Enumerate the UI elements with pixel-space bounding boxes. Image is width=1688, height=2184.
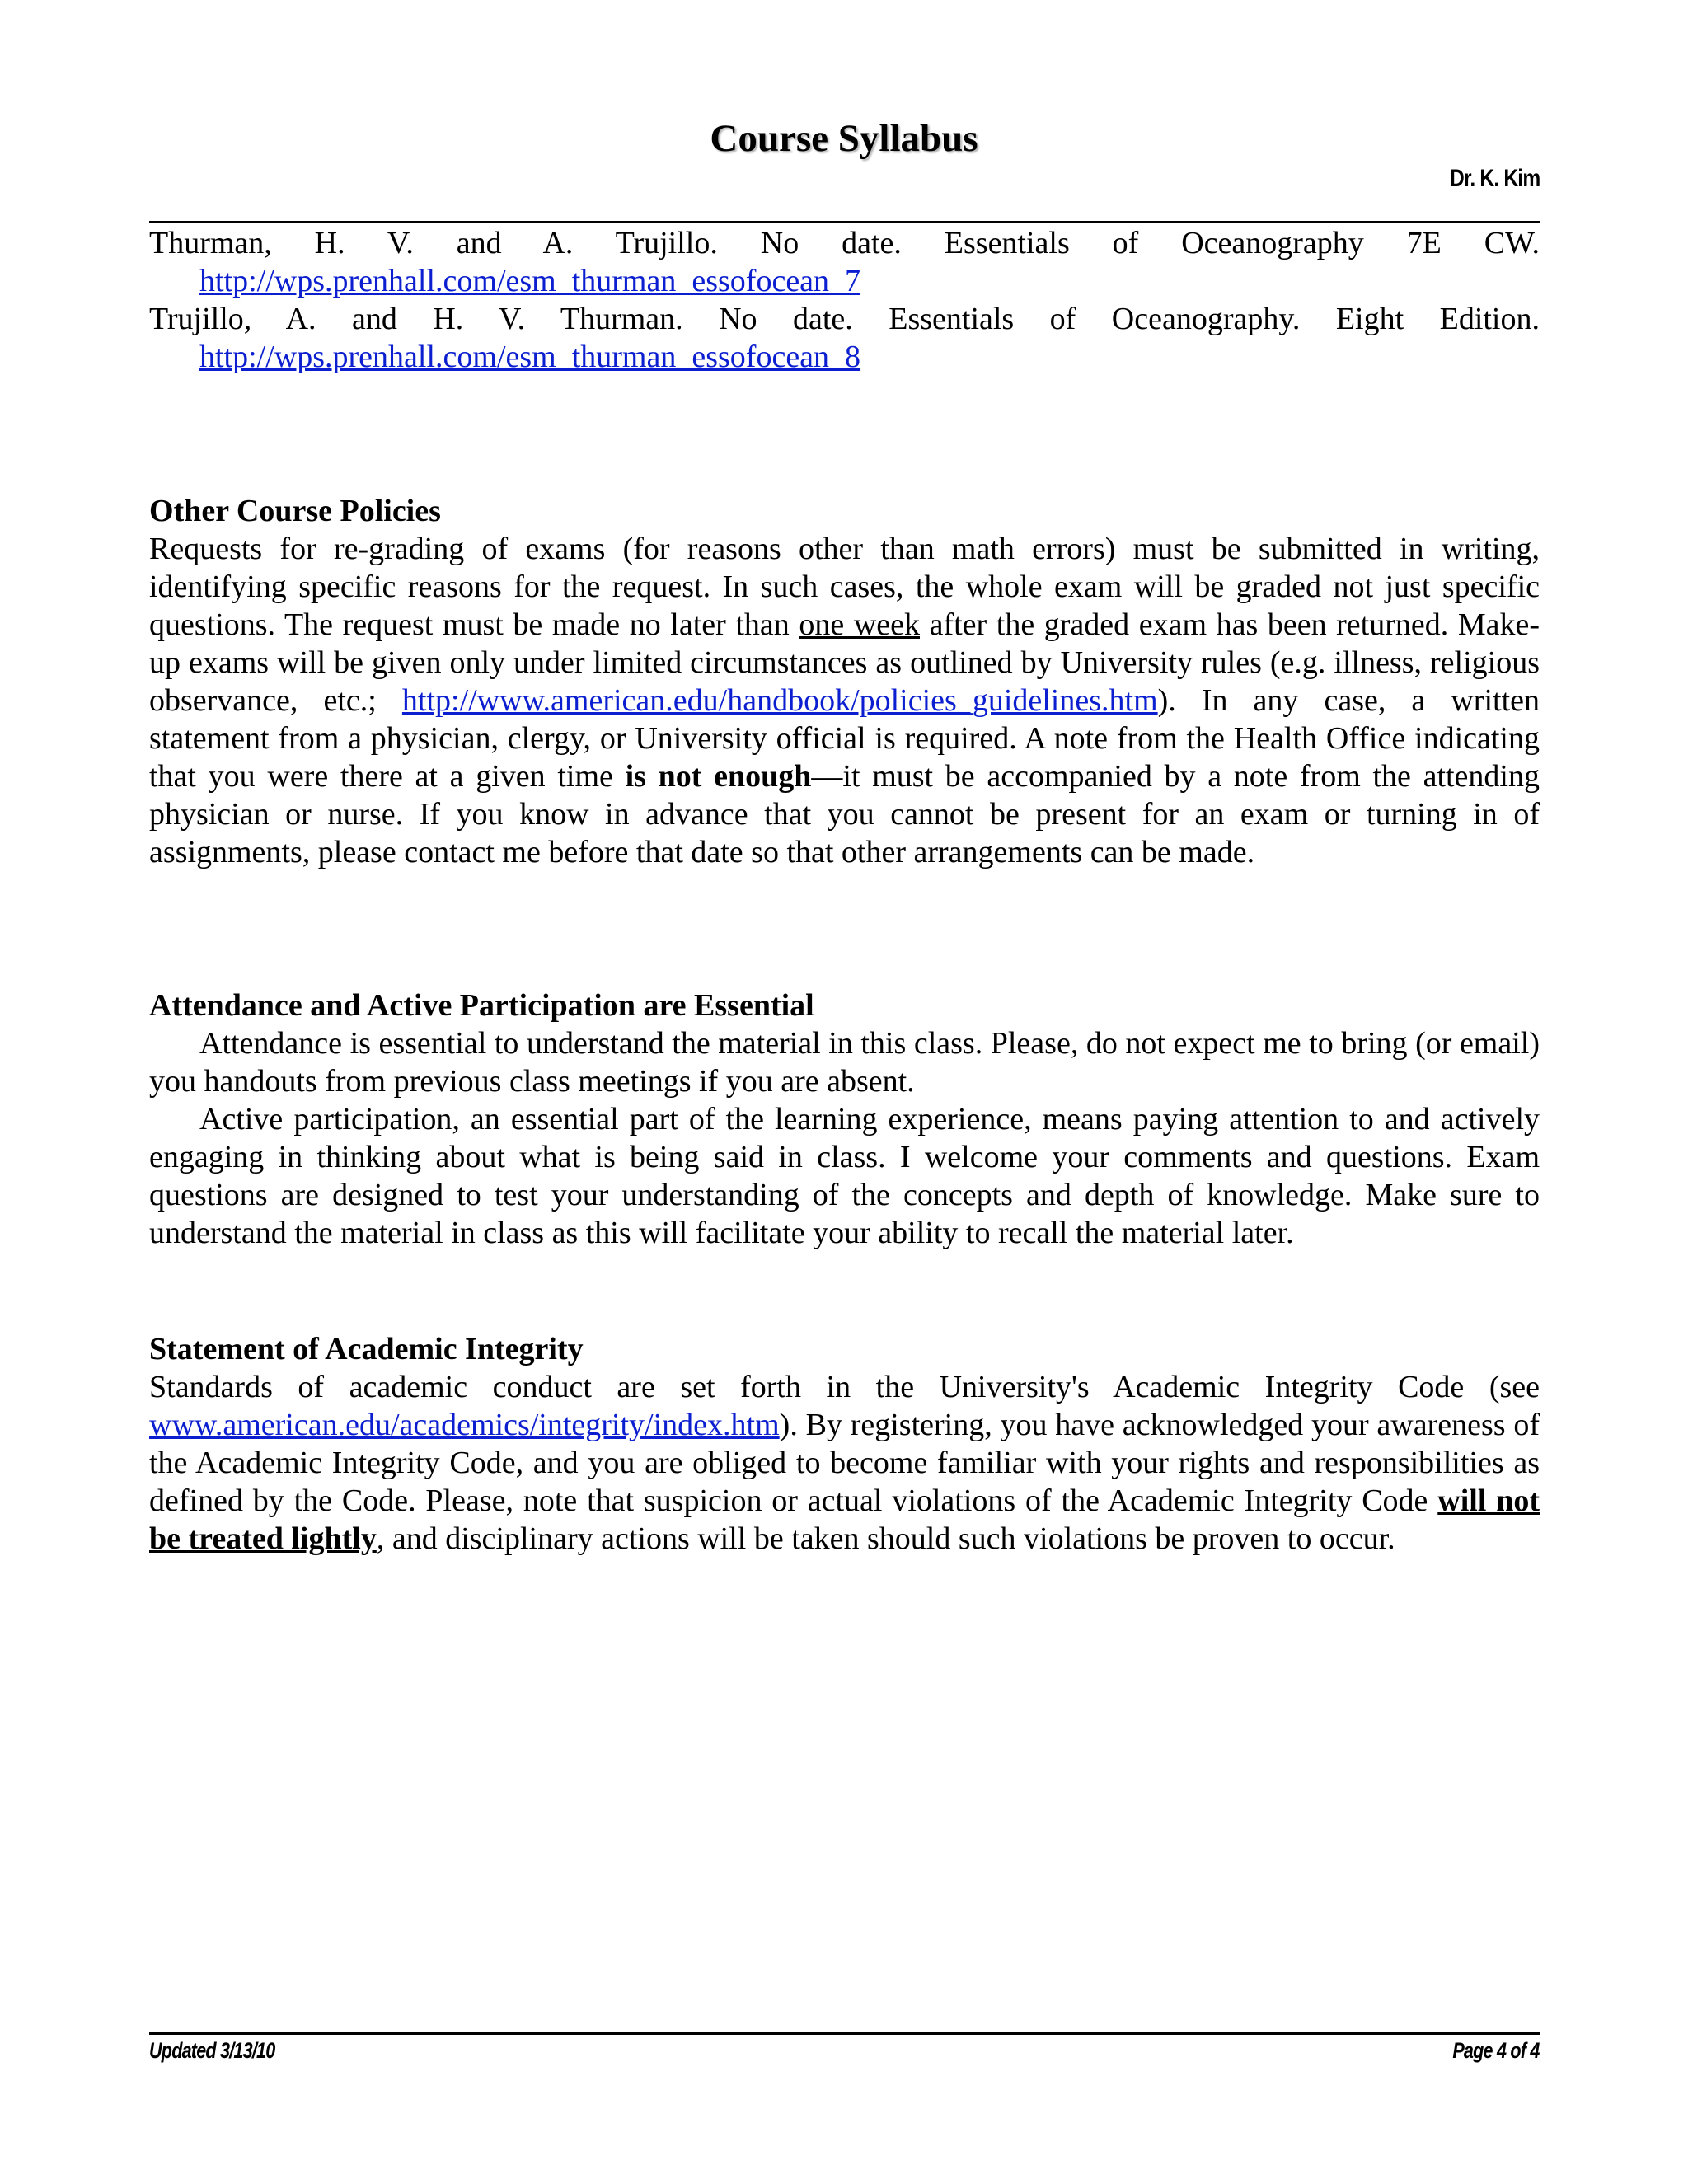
- footer-rule: [149, 2032, 1540, 2035]
- integrity-section: [149, 1330, 1540, 1558]
- author-name: Dr. K. Kim: [1449, 165, 1540, 192]
- integrity-heading: Statement of Academic Integrity: [149, 1332, 584, 1366]
- header-rule: [149, 221, 1540, 223]
- policies-underline: one week: [799, 607, 921, 642]
- integrity-paragraph: [149, 1368, 1540, 1558]
- integrity-text: , and disciplinary actions will be taken should such violations be proven to occur.: [376, 1521, 1395, 1556]
- reference-item: [149, 224, 1540, 300]
- policies-section: [149, 492, 1540, 871]
- participation-paragraph: Active participation, an essential part of the learning experience, means paying attention to and actively engaging in thinking about what is being said in class. I welcome your comments and questions. Exam questions are designed to test your understanding of the concepts and depth of knowledge. Make sure to understand the material in class as this will facilitate your ability to recall the material later.: [149, 1102, 1540, 1250]
- reference-link[interactable]: http://wps.prenhall.com/esm_thurman_essofocean_8: [199, 340, 861, 374]
- reference-text: Thurman, H. V. and A. Trujillo. No date. Essentials of Oceanography 7E CW.: [149, 226, 1540, 260]
- integrity-text: ). By registering, you have acknowledged your awareness of the Academic Integrity Code, and you are obliged to become familiar with your rights and responsibilities as defined by the Code. Please, note that suspicion or actual violations of the Academic Integrity Code: [149, 1408, 1540, 1518]
- references-section: [149, 224, 1540, 376]
- attendance-paragraph: Attendance is essential to understand the material in this class. Please, do not expect me to bring (or email) you handouts from previous class meetings if you are absent.: [149, 1026, 1540, 1099]
- attendance-section: [149, 987, 1540, 1252]
- attendance-heading: Attendance and Active Participation are Essential: [149, 988, 814, 1023]
- policies-text: ). In any case, a written statement from a physician, clergy, or University official is required. A note from the Health Office indicating that you were there at a given time: [149, 683, 1540, 794]
- integrity-text: Standards of academic conduct are set forth in the University's Academic Integrity Code (see: [149, 1370, 1540, 1404]
- reference-item: [149, 300, 1540, 376]
- policies-link[interactable]: http://www.american.edu/handbook/policies_guidelines.htm: [401, 683, 1158, 718]
- reference-link[interactable]: http://wps.prenhall.com/esm_thurman_essofocean_7: [199, 264, 861, 298]
- policies-text: Requests for re-grading of exams (for reasons other than math errors) must be submitted in writing, identifying specific reasons for the request. In such cases, the whole exam will be graded not just specific questions. The request must be made no later than: [149, 532, 1540, 642]
- integrity-link[interactable]: www.american.edu/academics/integrity/index.htm: [149, 1408, 780, 1442]
- policies-bold: is not enough: [625, 759, 812, 794]
- policies-text: —it must be accompanied by a note from the attending physician or nurse. If you know in advance that you cannot be present for an exam or turning in of assignments, please contact me before that date so that other arrangements can be made.: [149, 759, 1540, 869]
- policies-heading: Other Course Policies: [149, 494, 441, 528]
- policies-text: after the graded exam has been returned. Make-up exams will be given only under limited circumstances as outlined by University rules (e.g. illness, religious observance, etc.;: [149, 607, 1540, 718]
- page-title: Course Syllabus: [710, 117, 978, 160]
- reference-text: Trujillo, A. and H. V. Thurman. No date. Essentials of Oceanography. Eight Edition.: [149, 302, 1540, 336]
- integrity-emphasis: will not be treated lightly: [149, 1483, 1540, 1556]
- footer-updated: Updated 3/13/10: [149, 2038, 275, 2063]
- policies-paragraph: [149, 530, 1540, 871]
- footer-page-number: Page 4 of 4: [1452, 2038, 1540, 2063]
